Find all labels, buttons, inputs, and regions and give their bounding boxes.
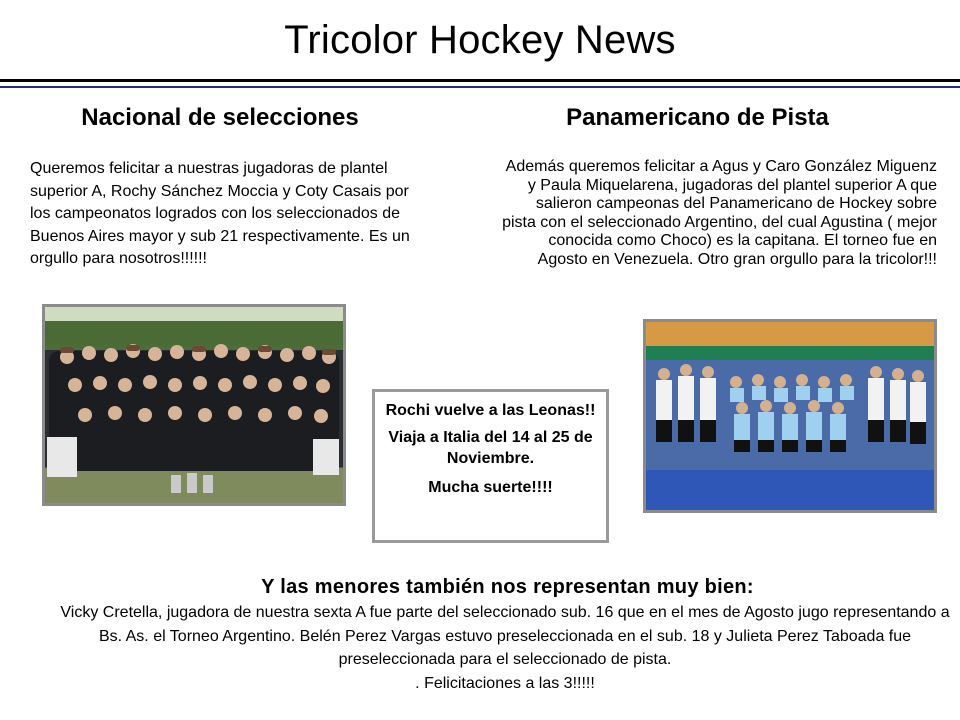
header-rule-black [0,79,960,82]
rochi-notice-box [372,389,609,543]
notice-line-italia: Viaja a Italia del 14 al 25 de Noviembre. [388,429,593,467]
left-article-body: Queremos felicitar a nuestras jugadoras de plantel superior A, Rochy Sánchez Moccia y Coty Casais por los campeonatos logrados con los seleccionados de Buenos Aires mayor y sub 21 respectivamente. Es un orgullo para nosotros!!!!!! [30,160,410,267]
team-photo-graphic [45,307,343,503]
right-article-body: Además queremos felicitar a Agus y Caro González Miguenz y Paula Miquelarena, jugadoras del plantel superior A que salieron campeonas del Panamericano de Hockey sobre pista con el seleccionado Argentino, del cual Agustina ( mejor conocida como Choco) es la capitana. El torneo fue en Agosto en Venezuela. Otro gran orgullo para la tricolor!!! [502,158,937,268]
notice-line-suerte: Mucha suerte!!!! [428,479,553,496]
team-photo-selecciones [42,304,346,506]
team-photo-graphic-2 [646,322,934,510]
notice-line-rochi: Rochi vuelve a las Leonas!! [385,402,596,419]
menores-body-text: Vicky Cretella, jugadora de nuestra sexta A fue parte del seleccionado sub. 16 que en el mes de Agosto jugo representando a Bs. As. el Torneo Argentino. Belén Perez Vargas estuvo preseleccionada en el sub. 18 y Julieta Perez Taboada fue preseleccionada para el seleccionado de pista. [60,604,950,668]
team-photo-panamericano [643,319,937,513]
menores-heading: Y las menores también nos representan muy bien: [261,576,754,598]
newsletter-title: Tricolor Hockey News [284,18,676,62]
right-article-heading: Panamericano de Pista [566,104,829,131]
menores-closing: . Felicitaciones a las 3!!!!! [415,674,595,692]
left-article-heading: Nacional de selecciones [81,104,359,131]
menores-body [60,601,950,695]
header-rule-blue [0,86,960,88]
